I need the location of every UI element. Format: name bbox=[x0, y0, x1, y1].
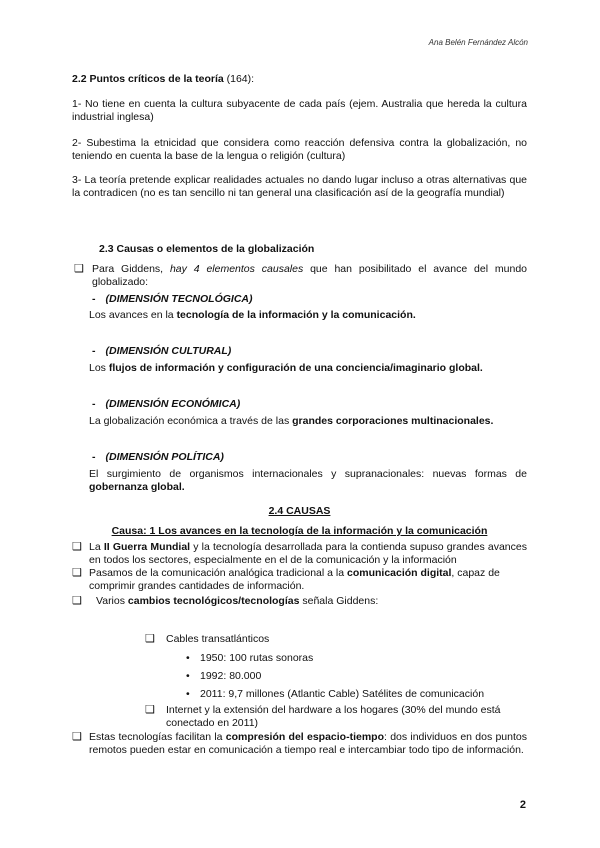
section-title: 2.2 Puntos críticos de la teoría bbox=[72, 73, 224, 85]
text: Para Giddens, bbox=[92, 263, 170, 275]
dimension-text: Los avances en la tecnología de la información y la comunicación. bbox=[89, 309, 416, 321]
emphasis-text: hay 4 elementos causales bbox=[169, 263, 304, 275]
text: que han posibilitado el avance del mundo globalizado: bbox=[92, 263, 528, 288]
paragraph: 2- Subestima la etnicidad que considera como reacción defensiva contra la globalización, no teniendo en cuenta la base de la lengua o religión (cultura) bbox=[72, 137, 527, 162]
cable-item: 1992: 80.000 bbox=[200, 670, 262, 682]
checkbox-bullet-icon: ❑ bbox=[72, 567, 82, 579]
dimension-text: Los flujos de información y configuración de una conciencia/imaginario global. bbox=[89, 362, 483, 374]
dimension-label: - (DIMENSIÓN CULTURAL) bbox=[92, 345, 232, 357]
section-2-4-heading: 2.4 CAUSAS bbox=[268, 505, 331, 517]
dimension-label: - (DIMENSIÓN POLÍTICA) bbox=[92, 451, 224, 463]
checkbox-bullet-icon: ❑ bbox=[72, 595, 82, 607]
author-name: Ana Belén Fernández Alcón bbox=[428, 38, 528, 47]
cables-label: Cables transatlánticos bbox=[166, 633, 270, 645]
cause-subtitle: Causa: 1 Los avances en la tecnología de la información y la comunicación bbox=[111, 525, 488, 537]
checkbox-bullet-icon: ❑ bbox=[145, 633, 155, 645]
bullet-dot-icon: • bbox=[186, 688, 190, 700]
paragraph: 3- La teoría pretende explicar realidades actuales no dando lugar incluso a otras alternativas que la contradicen (no es tan sencillo ni tan general una clasificación así de la geografía mundial) bbox=[72, 174, 527, 199]
checkbox-bullet-icon: ❑ bbox=[145, 704, 155, 716]
checkbox-bullet-icon: ❑ bbox=[72, 731, 82, 743]
intro-paragraph bbox=[92, 263, 527, 289]
section-2-2-heading bbox=[72, 73, 527, 86]
section-title-suffix: (164): bbox=[223, 73, 255, 85]
bullet-text: Pasamos de la comunicación analógica tradicional a la comunicación digital, capaz de comprimir grandes cantidades de información. bbox=[89, 567, 500, 592]
internet-text: Internet y la extensión del hardware a los hogares (30% del mundo está conectado en 2011) bbox=[166, 704, 501, 729]
dimension-label: - (DIMENSIÓN ECONÓMICA) bbox=[92, 398, 241, 410]
section-2-3-heading: 2.3 Causas o elementos de la globalización bbox=[99, 243, 315, 255]
dimension-text: La globalización económica a través de las grandes corporaciones multinacionales. bbox=[89, 415, 494, 427]
checkbox-bullet-icon: ❑ bbox=[74, 263, 84, 275]
bullet-dot-icon: • bbox=[186, 670, 190, 682]
dimension-text: El surgimiento de organismos internacionales y supranacionales: nuevas formas de gobernanza global. bbox=[89, 468, 527, 493]
paragraph: 1- No tiene en cuenta la cultura subyacente de cada país (ejem. Australia que hereda la cultura industrial inglesa) bbox=[72, 98, 527, 123]
bullet-text: La II Guerra Mundial y la tecnología desarrollada para la contienda supuso grandes avances en todos los sectores, especialmente en el de la comunicación y la información bbox=[89, 541, 527, 566]
cable-item: 1950: 100 rutas sonoras bbox=[200, 652, 314, 664]
bullet-dot-icon: • bbox=[186, 652, 190, 664]
page-number: 2 bbox=[519, 799, 526, 811]
bullet-text: Estas tecnologías facilitan la compresión del espacio-tiempo: dos individuos en dos puntos remotos pueden estar en comunicación a tiempo real e intercambiar todo tipo de información. bbox=[89, 731, 527, 756]
bullet-text: Varios cambios tecnológicos/tecnologías señala Giddens: bbox=[96, 595, 379, 607]
cable-item: 2011: 9,7 millones (Atlantic Cable) Satélites de comunicación bbox=[200, 688, 485, 700]
checkbox-bullet-icon: ❑ bbox=[72, 541, 82, 553]
dimension-label: - (DIMENSIÓN TECNOLÓGICA) bbox=[92, 293, 253, 305]
